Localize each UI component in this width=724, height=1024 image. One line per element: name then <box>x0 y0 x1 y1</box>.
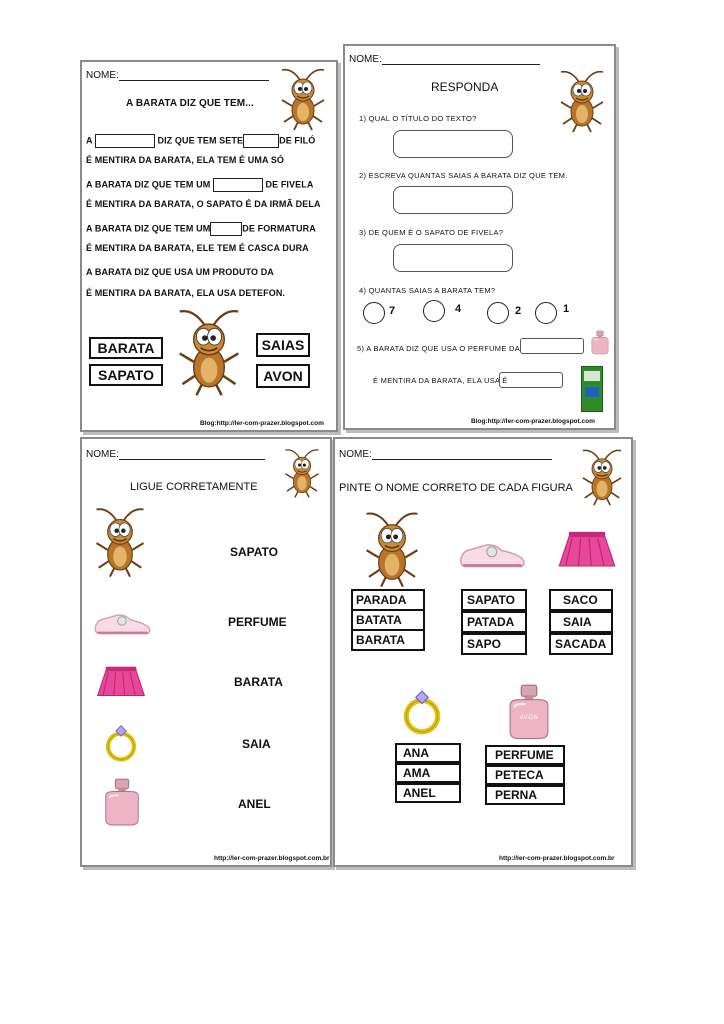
option-number: 1 <box>563 303 570 315</box>
ring-icon <box>399 689 445 735</box>
cockroach-icon <box>557 68 607 134</box>
text-line-1: A DIZ QUE TEM SETE DE FILÓ <box>86 134 315 148</box>
question-1: 1) QUAL O TÍTULO DO TEXTO? <box>359 114 477 123</box>
question-6: É MENTIRA DA BARATA, ELA USA É <box>373 376 508 385</box>
page-title: A BARATA DIZ QUE TEM... <box>126 98 254 109</box>
match-word-barata: BARATA <box>234 675 283 689</box>
option-sacada[interactable]: SACADA <box>549 633 613 655</box>
footer-url: Blog:http://ler-com-prazer.blogspot.com <box>471 418 595 425</box>
answer-box-3[interactable] <box>393 244 513 272</box>
option-number: 4 <box>455 303 462 315</box>
cockroach-icon <box>174 306 244 398</box>
option-saia[interactable]: SAIA <box>549 611 613 633</box>
option-ama[interactable]: AMA <box>395 763 461 783</box>
skirt-icon <box>94 659 148 705</box>
word-box-sapato: SAPATO <box>89 364 163 386</box>
question-5: 5) A BARATA DIZ QUE USA O PERFUME DA <box>357 344 521 353</box>
worksheet-barata-diz <box>80 60 338 432</box>
page-title: RESPONDA <box>431 80 499 94</box>
option-peteca[interactable]: PETECA <box>485 765 565 785</box>
word-box-barata: BARATA <box>89 337 163 359</box>
name-field[interactable] <box>86 70 269 81</box>
option-sapato[interactable]: SAPATO <box>461 589 527 611</box>
blank-box <box>210 222 242 236</box>
worksheet-ligue <box>80 437 332 867</box>
question-2: 2) ESCREVA QUANTAS SAIAS A BARATA DIZ QUE TEM. <box>359 171 568 180</box>
text-line-2: É MENTIRA DA BARATA, ELA TEM É UMA SÓ <box>86 155 285 165</box>
perfume-bottle <box>503 683 555 743</box>
footer-url: http://ler-com-prazer.blogspot.com.br <box>499 855 615 862</box>
match-word-anel: ANEL <box>238 797 271 811</box>
text-line-8: É MENTIRA DA BARATA, ELA USA DETEFON. <box>86 288 286 298</box>
option-parada[interactable]: PARADA <box>351 589 425 611</box>
answer-box-5[interactable] <box>520 338 584 354</box>
text-line-5: A BARATA DIZ QUE TEM UM DE FORMATURA <box>86 222 316 236</box>
name-label: NOME: <box>86 70 119 81</box>
skirt-icon <box>555 527 619 573</box>
option-ana[interactable]: ANA <box>395 743 461 763</box>
option-circle[interactable] <box>423 300 445 322</box>
cockroach-icon <box>361 509 423 589</box>
blank-box <box>213 178 263 192</box>
option-anel[interactable]: ANEL <box>395 783 461 803</box>
option-circle[interactable] <box>487 302 509 324</box>
option-sapo[interactable]: SAPO <box>461 633 527 655</box>
text-line-6: É MENTIRA DA BARATA, ELE TEM É CASCA DURA <box>86 243 309 253</box>
worksheet-pinte <box>333 437 633 867</box>
name-field[interactable] <box>339 449 552 460</box>
perfume-icon <box>589 326 611 360</box>
name-line <box>119 70 269 81</box>
perfume-icon <box>100 777 144 829</box>
page-title: PINTE O NOME CORRETO DE CADA FIGURA <box>339 482 573 494</box>
blank-box <box>95 134 155 148</box>
text-line-3: A BARATA DIZ QUE TEM UM DE FIVELA <box>86 178 313 192</box>
option-number: 7 <box>389 305 396 317</box>
name-label: NOME: <box>349 54 382 65</box>
footer-url: Blog:http://ler-com-prazer.blogspot.com <box>200 420 324 427</box>
match-word-saia: SAIA <box>242 737 271 751</box>
option-patada[interactable]: PATADA <box>461 611 527 633</box>
match-word-perfume: PERFUME <box>228 615 287 629</box>
question-4: 4) QUANTAS SAIAS A BARATA TEM? <box>359 286 496 295</box>
cockroach-icon <box>579 447 625 507</box>
word-box-saias: SAIAS <box>256 333 310 357</box>
footer-url: http://ler-com-prazer.blogspot.com.br <box>214 855 330 862</box>
perfume-brand-label: AVON <box>519 715 539 721</box>
name-label: NOME: <box>86 449 119 460</box>
page-title: LIGUE CORRETAMENTE <box>130 481 258 493</box>
perfume-icon <box>503 683 555 743</box>
cockroach-icon <box>92 505 148 579</box>
option-saco[interactable]: SACO <box>549 589 613 611</box>
cockroach-icon <box>278 66 328 132</box>
text-line-4: É MENTIRA DA BARATA, O SAPATO É DA IRMÃ DELA <box>86 199 321 209</box>
option-circle[interactable] <box>363 302 385 324</box>
name-line <box>382 54 540 65</box>
answer-box-6[interactable] <box>499 372 563 388</box>
option-perfume[interactable]: PERFUME <box>485 745 565 765</box>
name-line <box>119 449 265 460</box>
option-barata[interactable]: BARATA <box>351 629 425 651</box>
worksheet-responda <box>343 44 616 430</box>
name-field[interactable] <box>86 449 265 460</box>
option-batata[interactable]: BATATA <box>351 609 425 631</box>
question-3: 3) DE QUEM É O SAPATO DE FIVELA? <box>359 228 504 237</box>
option-circle[interactable] <box>535 302 557 324</box>
word-box-avon: AVON <box>256 364 310 388</box>
option-perna[interactable]: PERNA <box>485 785 565 805</box>
shoe-icon <box>457 535 529 571</box>
name-line <box>372 449 552 460</box>
answer-box-2[interactable] <box>393 186 513 214</box>
name-field[interactable] <box>349 54 540 65</box>
blank-box <box>243 134 279 148</box>
cockroach-icon <box>282 447 322 499</box>
match-word-sapato: SAPATO <box>230 545 279 559</box>
shoe-icon <box>92 605 154 639</box>
option-number: 2 <box>515 305 522 317</box>
ring-icon <box>102 721 140 765</box>
insecticide-can-icon <box>581 366 603 412</box>
name-label: NOME: <box>339 449 372 460</box>
answer-box-1[interactable] <box>393 130 513 158</box>
text-line-7: A BARATA DIZ QUE USA UM PRODUTO DA <box>86 267 274 277</box>
